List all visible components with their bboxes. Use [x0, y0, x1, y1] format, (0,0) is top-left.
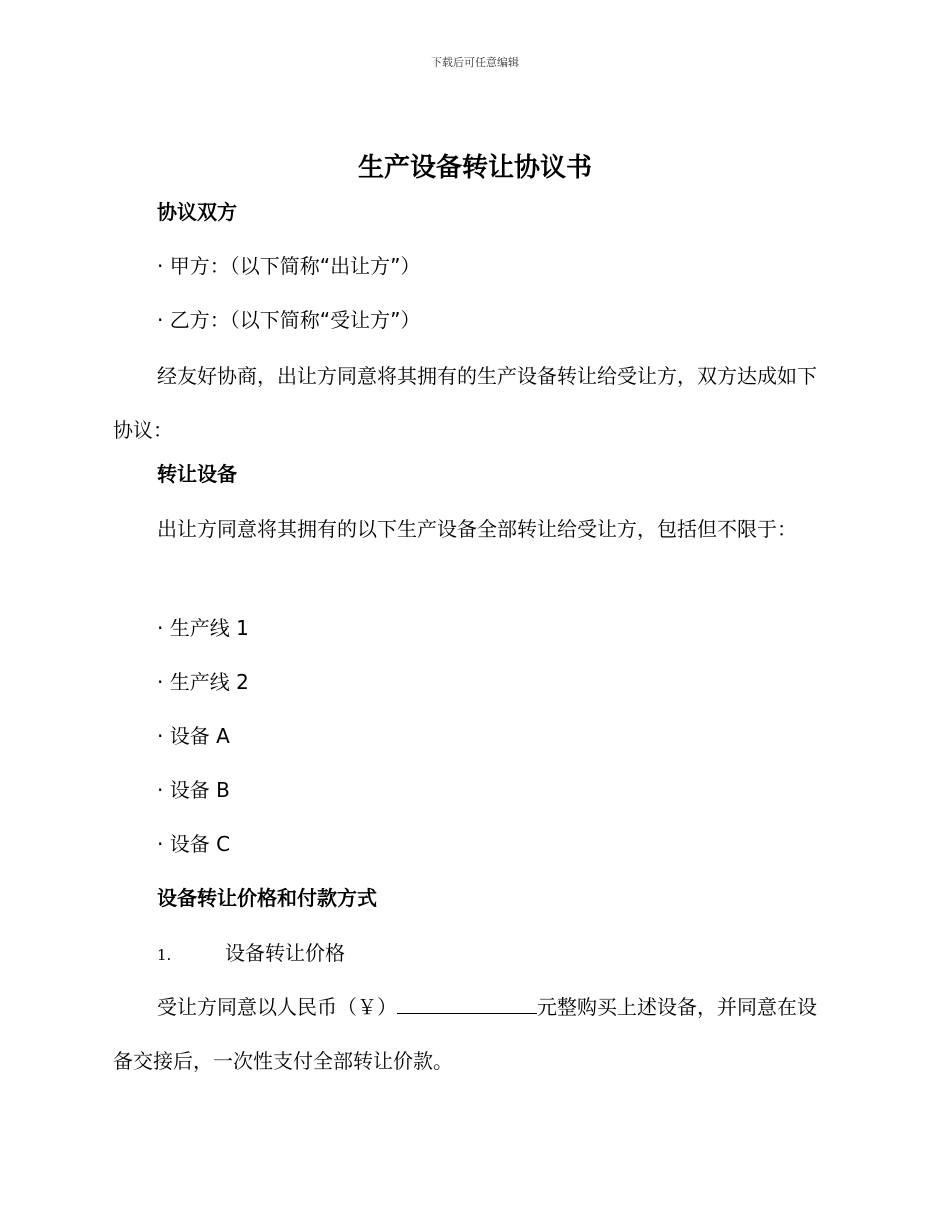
section-heading-parties: 协议双方: [157, 200, 237, 224]
subheading-number: 1.: [157, 946, 172, 964]
document-title: 生产设备转让协议书: [357, 153, 592, 183]
price-subheading: [157, 940, 345, 968]
subheading-text: 设备转让价格: [225, 941, 345, 965]
agreement-intro-paragraph: 经友好协商，出让方同意将其拥有的生产设备转让给受让方，双方达成如下协议：: [113, 364, 817, 442]
equipment-list-item: · 设备 C: [157, 832, 231, 856]
equipment-list-item: · 设备 A: [157, 724, 230, 748]
header-note: 下载后可任意编辑: [431, 56, 519, 69]
section-heading-equipment: 转让设备: [157, 462, 237, 486]
equipment-list-item: · 生产线 1: [157, 616, 249, 640]
equipment-intro-paragraph: 出让方同意将其拥有的以下生产设备全部转让给受让方，包括但不限于：: [157, 517, 797, 541]
price-amount-blank: [397, 995, 537, 1014]
equipment-list-item: · 生产线 2: [157, 670, 249, 694]
section-heading-price-payment: 设备转让价格和付款方式: [157, 886, 377, 910]
price-paragraph: [113, 980, 833, 1088]
party-b-line: · 乙方：（以下简称“受让方”）: [157, 308, 421, 332]
equipment-list-item: · 设备 B: [157, 778, 230, 802]
price-text-before-blank: 受让方同意以人民币（￥）: [157, 995, 397, 1019]
party-a-line: · 甲方：（以下简称“出让方”）: [157, 254, 421, 278]
price-text-after-blank: 元整购买上述设备，并同意在设备交接后，一次性支付全部转让价款。: [113, 995, 817, 1073]
